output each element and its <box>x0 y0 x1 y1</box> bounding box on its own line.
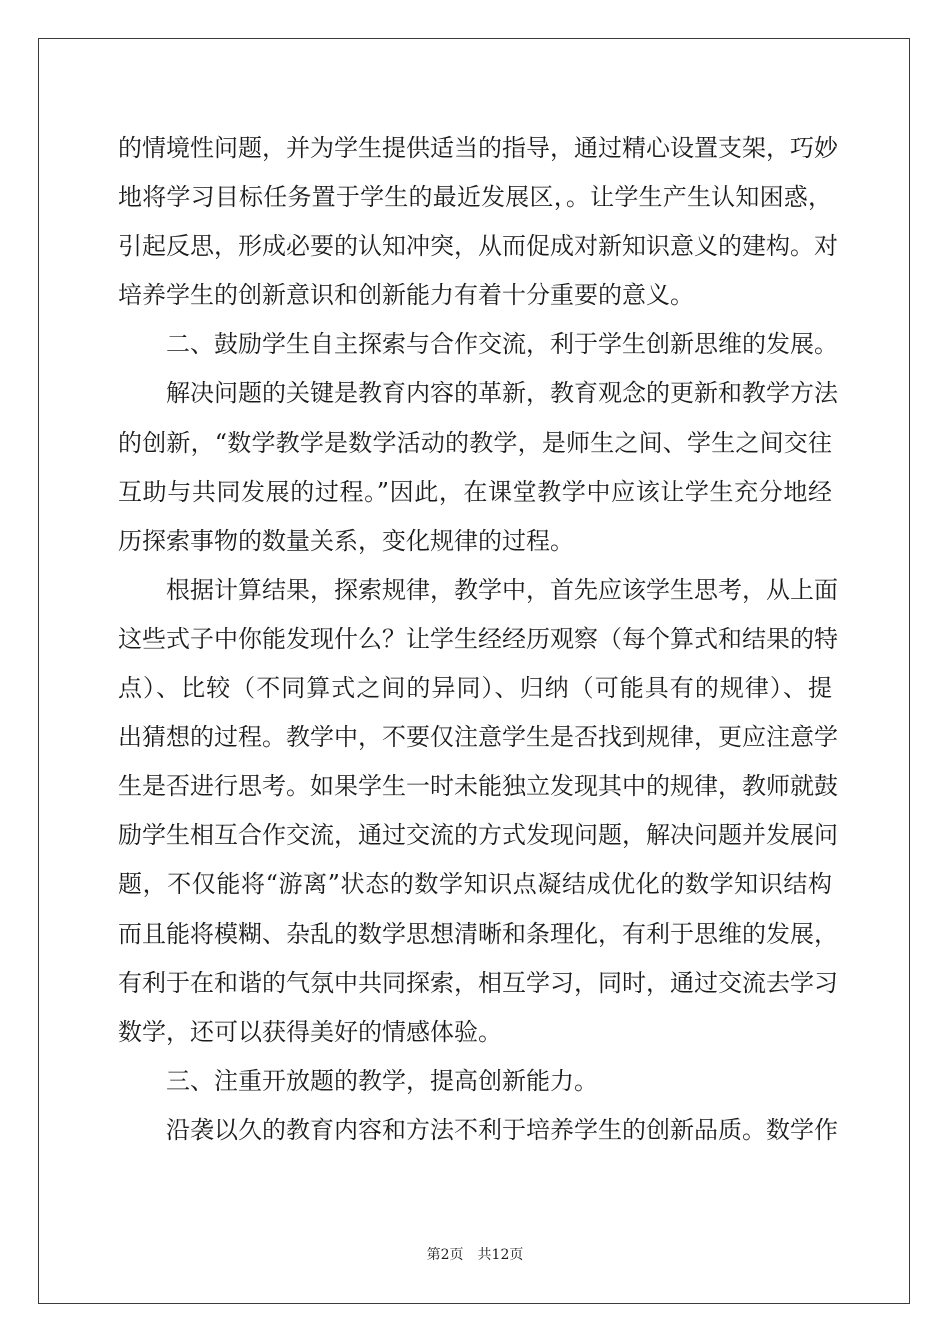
paragraph <box>118 369 838 565</box>
text-line: 题，不仅能将“游离”状态的数学知识点凝结成优化的数学知识结构 <box>118 870 832 899</box>
text-line: 二、鼓励学生自主探索与合作交流，利于学生创新思维的发展。 <box>166 330 838 359</box>
paragraph <box>118 566 838 1057</box>
text-line: 有利于在和谐的气氛中共同探索，相互学习，同时，通过交流去学习 <box>118 968 838 997</box>
text-line: 励学生相互合作交流，通过交流的方式发现问题，解决问题并发展问 <box>118 821 838 850</box>
text-line: 解决问题的关键是教育内容的革新，教育观念的更新和教学方法 <box>166 379 838 408</box>
text-line: 互助与共同发展的过程。”因此，在课堂教学中应该让学生充分地经 <box>118 477 832 506</box>
text-line: 生是否进行思考。如果学生一时未能独立发现其中的规律，教师就鼓 <box>118 772 838 801</box>
text-line: 的创新，“数学教学是数学活动的教学，是师生之间、学生之间交往 <box>118 428 832 457</box>
text-line: 点）、比较（不同算式之间的异同）、归纳（可能具有的规律）、提 <box>118 674 832 703</box>
paragraph <box>118 320 838 369</box>
paragraph <box>118 1057 832 1106</box>
paragraph <box>118 1106 838 1155</box>
paragraph <box>118 124 838 320</box>
text-line: 沿袭以久的教育内容和方法不利于培养学生的创新品质。数学作 <box>166 1115 838 1144</box>
text-line: 的情境性问题，并为学生提供适当的指导，通过精心设置支架，巧妙 <box>118 134 838 162</box>
text-line: 而且能将模糊、杂乱的数学思想清晰和条理化，有利于思维的发展， <box>118 919 838 948</box>
text-line: 培养学生的创新意识和创新能力有着十分重要的意义。 <box>118 281 694 310</box>
text-line: 历探索事物的数量关系，变化规律的过程。 <box>118 526 574 555</box>
page-number-footer: 第2页 共12页 <box>426 1247 524 1263</box>
text-line: 数学，还可以获得美好的情感体验。 <box>118 1017 502 1046</box>
text-line: 根据计算结果，探索规律，教学中，首先应该学生思考，从上面 <box>166 575 838 604</box>
document-body <box>118 124 838 1155</box>
text-line: 引起反思，形成必要的认知冲突，从而促成对新知识意义的建构。对 <box>118 232 838 261</box>
text-line: 三、注重开放题的教学，提高创新能力。 <box>166 1066 598 1095</box>
text-line: 出猜想的过程。教学中，不要仅注意学生是否找到规律，更应注意学 <box>118 723 838 752</box>
text-line: 这些式子中你能发现什么？让学生经经历观察（每个算式和结果的特 <box>118 624 838 653</box>
text-line: 地将学习目标任务置于学生的最近发展区，。让学生产生认知困惑， <box>118 183 832 212</box>
